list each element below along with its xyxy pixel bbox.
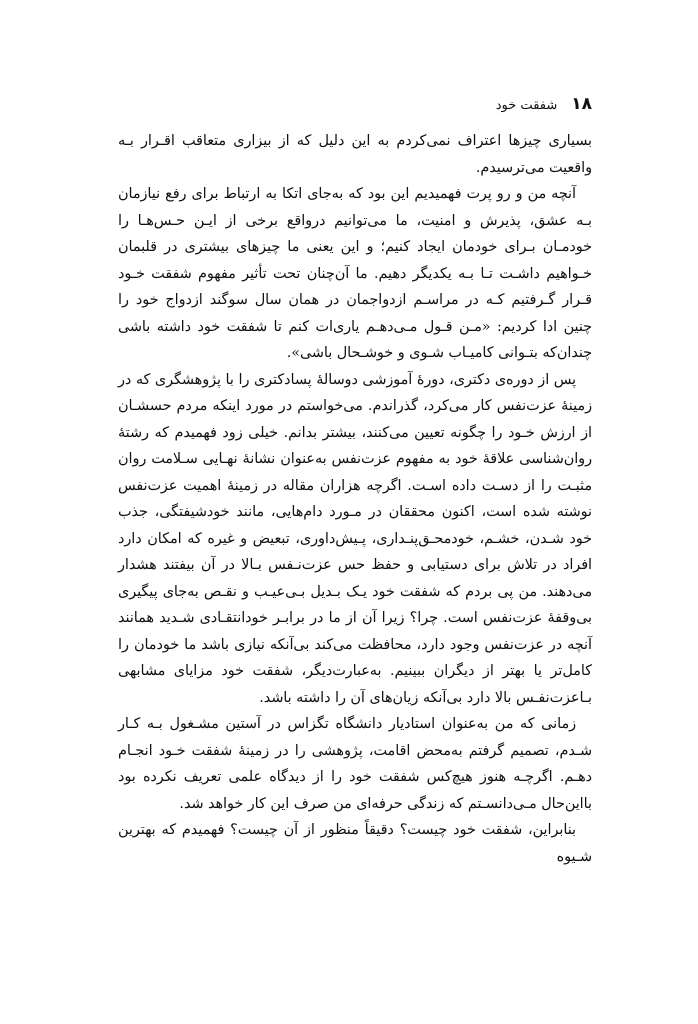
paragraph-1: بسیاری چیزها اعتراف نمی‌کردم به این دلیل که از بیزاری متعاقب اقـرار بـه واقعیت می‌ترسیدم. bbox=[118, 133, 592, 176]
paragraph-4: زمانی که من به‌عنوان استادیار دانشگاه تگزاس در آستین مشـغول بـه کـار شـدم، تصمیم گرفتم به‌محض اقامت، پژوهشی را در زمینهٔ شفقت خـود انجـام دهـم. اگرچـه هنوز هیچ‌کس شفقت خود را از دیدگاه علمی تعریف نکرده بود بااین‌حال مـی‌دانسـتم که زندگی حرفه‌ای من صرف این کار خواهد شد. bbox=[118, 716, 592, 812]
page-number: ۱۸ bbox=[571, 94, 592, 114]
paragraph-5: بنابراین، شفقت خود چیست؟ دقیقاً منظور از آن چیست؟ فهمیدم که بهترین شـیوه bbox=[118, 822, 592, 865]
paragraph-3: پس از دوره‌ی دکتری، دورهٔ آموزشی دوسالهٔ پسادکتری را با پژوهشگری که در زمینهٔ عزت‌نفس کار می‌کرد، گذراندم. می‌خواستم در مورد اینکه مردم حسشـان از ارزش خـود را چگونه تعیین می‌کنند، بیشتر بدانم. خیلی زود فهمیدم که رشتهٔ روان‌شناسی علاقهٔ خود به مفهوم عزت‌نفس به‌عنوان نشانهٔ نهـایی سـلامت روان مثبـت را از دسـت داده اسـت. اگرچه هزاران مقاله در زمینهٔ اهمیت عزت‌نفس نوشته شده است، اکنون محققان در مـورد دام‌هایی، مانند خودشیفتگی، جذب خود شـدن، خشـم، خودمحـق‌پنـداری، پـیش‌داوری، تبعیض و غیره که امکان دارد افراد در تلاش برای دستیابی و حفظ حس عزت‌نـفس بـالا در آن بیفتند هشدار می‌دهند. من پی بردم که شفقت خود یـک بـدیل بـی‌عیـب و نقـص به‌جای پیگیری بی‌وقفهٔ عزت‌نفس است. چرا؟ زیرا آن از ما در برابـر خودانتقـادی شـدید همانند آنچه در عزت‌نفس وجود دارد، محافظت می‌کند بی‌آنکه نیازی باشد ما خودمان را کامل‌تر یا بهتر از دیگران ببینیم. به‌عبارت‌دیگر، شفقت خود مزایای مشابهی بـاعزت‌نفـس بالا دارد بی‌آنکه زیان‌های آن را داشته باشد. bbox=[118, 371, 592, 706]
running-title: شفقت خود bbox=[495, 98, 558, 113]
body-text bbox=[118, 128, 592, 870]
paragraph-2: آنچه من و رو پرت فهمیدیم این بود که به‌جای اتکا به ارتباط برای رفع نیازمان بـه عشق، پذیرش و امنیت، ما می‌توانیم درواقع برخی از ایـن حـس‌هـا را خودمـان بـرای خودمان ایجاد کنیم؛ و این یعنی ما چیزهای بیشتری در قلبمان خـواهیم داشـت تـا بـه یکدیگر دهیم. ما آن‌چنان تحت تأثیر مفهوم شفقت خـود قـرار گـرفتیم کـه در مراسـم ازدواجمان در همان سال سوگند ازدواج خود را چنین ادا کردیم: «مـن قـول مـی‌دهـم یاری‌ات کنم تا شفقت خود داشته باشی چندان‌که بتـوانی کامیـاب شـوی و خوشـحال باشی». bbox=[118, 186, 592, 361]
running-head bbox=[118, 94, 592, 118]
